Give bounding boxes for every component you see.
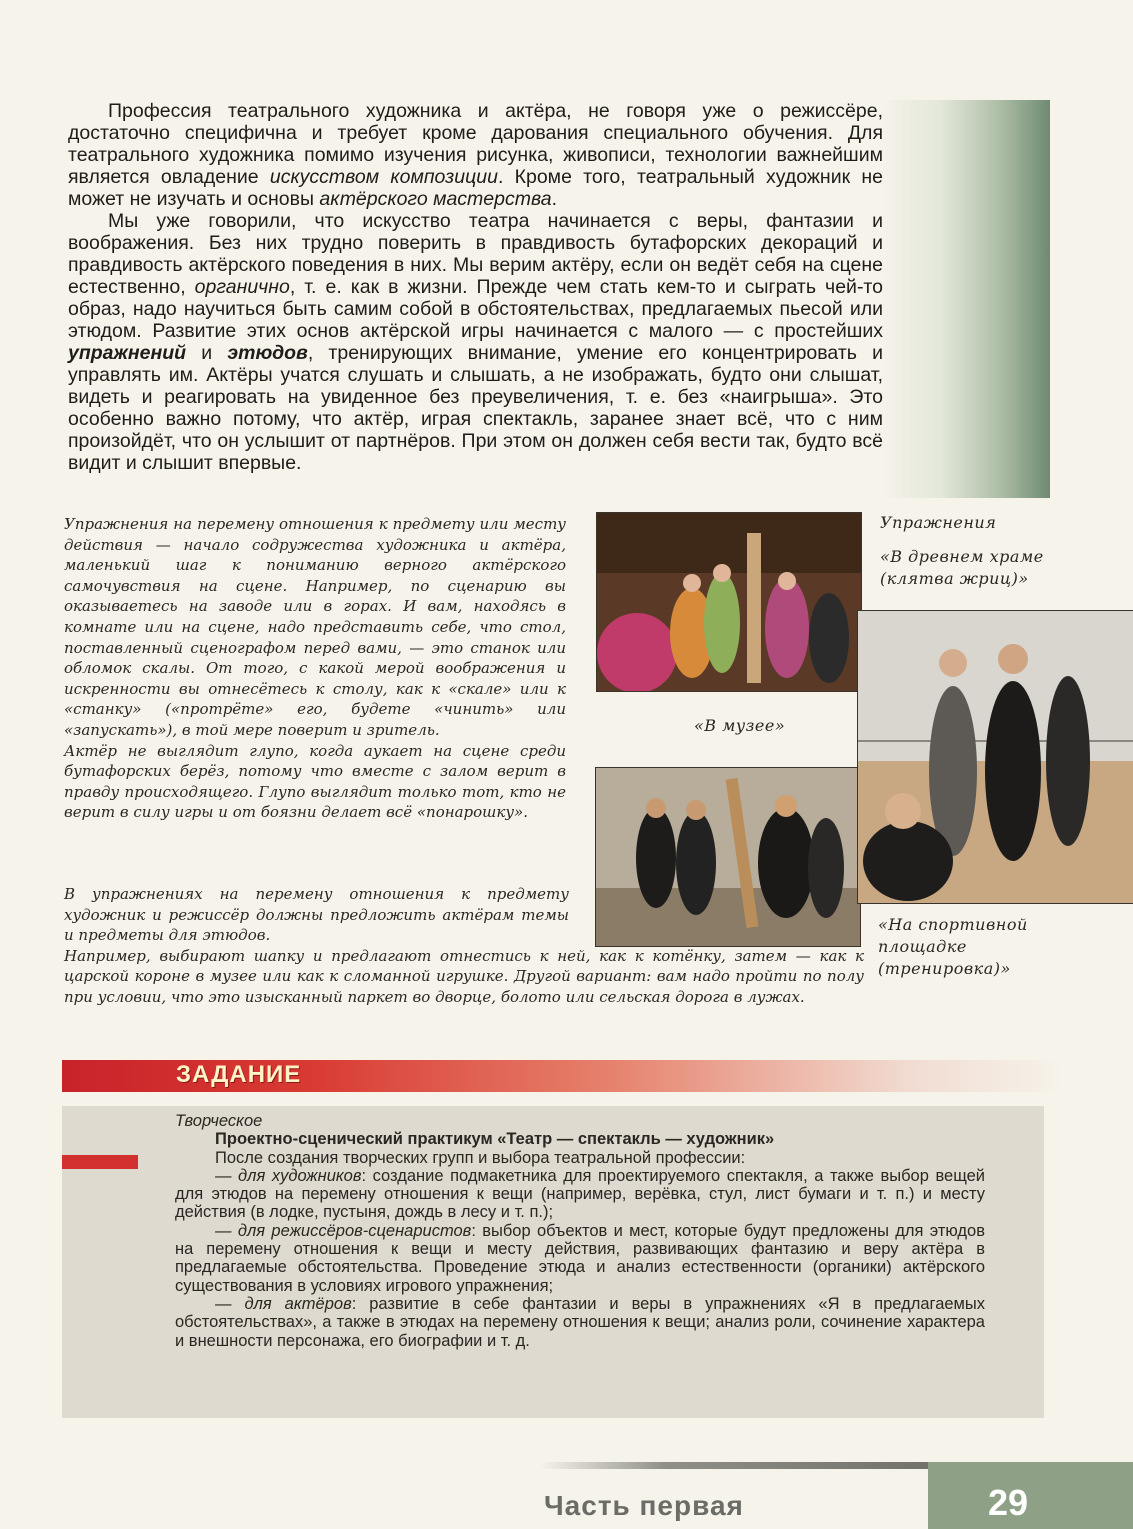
caption-exercises: Упражнения: [880, 513, 997, 532]
main-text: [68, 100, 883, 474]
decorative-gradient-bar: [882, 100, 1050, 498]
photo-temple-image: [597, 513, 861, 691]
task-intro: После создания творческих групп и выбора театральной профессии:: [215, 1148, 746, 1167]
note-paragraph: Актёр не выглядит глупо, когда аукает на сцене среди бутафорских берёз, потому что вместе с залом верит в правду происходящего. Глупо выглядит только тот, кто не верит в силу игры и от боязни делает всё «понарошку».: [64, 741, 566, 822]
caption-temple: «В древнем храме (клятва жриц)»: [880, 547, 1044, 588]
caption-museum: «В музее»: [694, 716, 786, 735]
red-marker-strip: [62, 1155, 138, 1169]
main-paragraph-1: Профессия театрального художника и актёра, не говоря уже о режиссёре, достаточно специфична и требует кроме дарования специального обучения. Для театрального художника помимо изучения рисунка, живописи, технологии важнейшим является овладение искусством композиции. Кроме того, театральный художник не может не изучать и основы актёрского мастерства.: [68, 100, 884, 210]
task-title: ЗАДАНИЕ: [176, 1061, 302, 1088]
note-paragraph: В упражнениях на перемену отношения к предмету художник и режиссёр должны предложить актёрам темы и предметы для этюдов.: [64, 885, 569, 945]
task-kind: Творческое: [175, 1112, 263, 1130]
note-paragraph: Например, выбирают шапку и предлагают отнестись к ней, как к котёнку, затем — как к царской короне в музее или как к сломанной игрушке. Другой вариант: вам надо пройти по полу при условии, что это изысканный паркет во дворце, болото или сельская дорога в лужах.: [64, 946, 864, 1006]
task-actors: — для актёров: развитие в себе фантазии и веры в упражнениях «Я в предлагаемых обстоятельствах», а также в этюдах на перемену отношения к вещи; анализ роли, сочинение характера и внешности персонажа, его биографии и т. д.: [175, 1294, 985, 1350]
photo-sport-exercise: [595, 767, 861, 947]
photo-temple: [596, 512, 862, 692]
photo-museum-image: [858, 611, 1133, 903]
caption-sport-line: (тренировка)»: [878, 959, 1011, 978]
side-note-1: [64, 514, 566, 823]
caption-sport-line: «На спортивной: [878, 915, 1028, 934]
photo-museum: [857, 610, 1133, 904]
footer-part-label: Часть первая: [544, 1490, 744, 1521]
task-artists: — для художников: создание подмакетника для проектируемого спектакля, а также выбор вещей для этюдов на перемену отношения к вещи (например, верёвка, стул, лист бумаги и т. п.) и месту действия (в лодке, пустыня, дождь в лесу и т. п.);: [175, 1166, 986, 1222]
task-text: [175, 1112, 985, 1350]
task-directors: — для режиссёров-сценаристов: выбор объектов и мест, которые будут предложены для этюдов на перемену отношения к вещи и месту действия, развивающих фантазию и веру актёра в предлагаемые обстоятельства. Проведение этюда и анализ естественности (органики) актёрского существования в условиях игрового упражнения;: [175, 1221, 986, 1295]
caption-sport: [878, 914, 1028, 980]
note-paragraph: Упражнения на перемену отношения к предмету или месту действия — начало содружества художника и актёра, маленький шаг к пониманию верного актёрского самочувствия на сцене. Например, по сценарию вы оказываетесь на заводе или в горах. И вам, находясь в комнате или на сцене, надо представить себе, что стол, поставленный сценографом перед вами, — это станок или обломок скалы. От того, с какой мерой воображения и искренности вы отнесётесь к столу, как к «скале» или к «станку» («протрёте» его, будете «чинить» или «запускать»), в той мере поверит и зритель.: [64, 515, 566, 739]
photo-sport-image: [596, 768, 860, 946]
main-paragraph-2: Мы уже говорили, что искусство театра начинается с веры, фантазии и воображения. Без них трудно поверить в правдивость бутафорских декораций и правдивость актёрского поведения в них. Мы верим актёру, если он ведёт себя на сцене естественно, органично, т. е. как в жизни. Прежде чем стать кем-то и сыграть чей-то образ, надо научиться быть самим собой в обстоятельствах, предлагаемых пьесой или этюдом. Развитие этих основ актёрской игры начинается с малого — с простейших упражнений и этюдов, тренирующих внимание, умение его концентрировать и управлять им. Актёры учатся слушать и слышать, а не изображать, будто они слышат, видеть и реагировать на увиденное без преувеличения, т. е. без «наигрыша». Это особенно важно потому, что актёр, играя спектакль, заранее знает всё, что с ним произойдёт, что он услышит от партнёров. При этом он должен себя вести так, будто всё видит и слышит впервые.: [68, 210, 883, 474]
footer-line: [540, 1462, 960, 1469]
page-number-box: [928, 1462, 1133, 1529]
caption-sport-line: площадке: [878, 937, 967, 956]
task-project-title: Проектно-сценический практикум «Театр — спектакль — художник»: [215, 1130, 775, 1149]
page-number: 29: [988, 1482, 1029, 1523]
